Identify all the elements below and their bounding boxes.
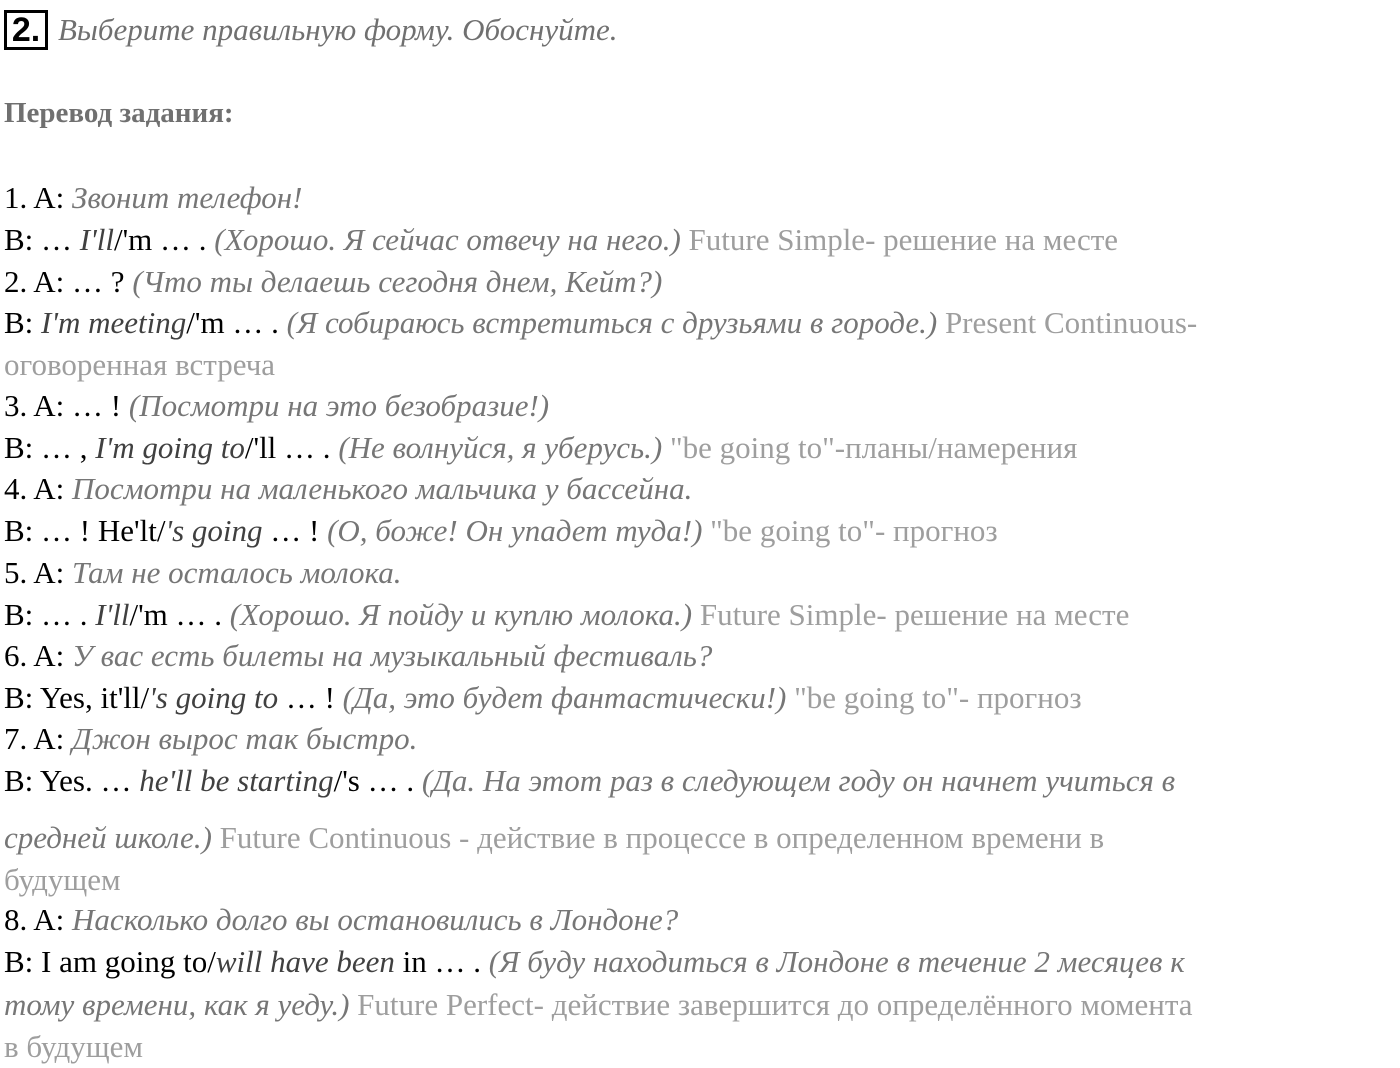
line-segment: he'll be starting <box>139 763 334 798</box>
exercise-line <box>4 553 402 593</box>
exercise-line <box>4 345 275 385</box>
exercise-line <box>4 469 692 509</box>
line-segment: (Да, это будет фантастически!) <box>342 680 787 715</box>
line-segment: /'m … . <box>129 597 230 632</box>
line-segment: 3. A: … ! <box>4 388 129 423</box>
exercise-line <box>4 719 417 759</box>
line-segment: Насколько долго вы остановились в Лондоне? <box>72 902 679 937</box>
line-segment: 5. A: <box>4 555 73 590</box>
line-segment: средней школе.) <box>4 820 212 855</box>
line-segment: "be going to"- прогноз <box>786 680 1082 715</box>
task-header <box>4 6 618 54</box>
line-segment: "be going to"- прогноз <box>702 513 998 548</box>
line-segment: (Хорошо. Я пойду и куплю молока.) <box>229 597 693 632</box>
line-segment: (Что ты делаешь сегодня днем, Кейт?) <box>132 264 663 299</box>
task-instruction: Выберите правильную форму. Обоснуйте. <box>58 12 618 47</box>
line-segment: (Я собираюсь встретиться с друзьями в городе.) <box>286 305 938 340</box>
translation-heading: Перевод задания: <box>4 97 234 129</box>
line-segment: I'm meeting <box>41 305 187 340</box>
line-segment: I'm going to <box>95 430 245 465</box>
line-segment: 7. A: <box>4 721 73 756</box>
line-segment: Present Continuous- <box>937 305 1198 340</box>
line-segment: will have been <box>215 944 395 979</box>
line-segment: B: … ! He'lt/ <box>4 513 166 548</box>
line-segment: B: … . <box>4 597 96 632</box>
line-segment: (Я буду находиться в Лондоне в течение 2 месяцев к <box>488 944 1185 979</box>
line-segment: 's going to <box>149 680 279 715</box>
line-segment: в будущем <box>4 1029 144 1064</box>
line-segment: (Посмотри на это безобразие!) <box>128 388 550 423</box>
line-segment: Там не осталось молока. <box>72 555 402 590</box>
line-segment: (Да. На этот раз в следующем году он начнет учиться в <box>421 763 1176 798</box>
line-segment: I'll <box>79 222 114 257</box>
line-segment: Future Continuous - действие в процессе в определенном времени в <box>211 820 1105 855</box>
exercise-line <box>4 428 1077 468</box>
line-segment: in … . <box>394 944 489 979</box>
line-segment: /'s … . <box>333 763 422 798</box>
line-segment: Звонит телефон! <box>72 180 303 215</box>
line-segment: B: I am going to/ <box>4 944 216 979</box>
line-segment: … ! <box>278 680 343 715</box>
exercise-line <box>4 942 1185 982</box>
line-segment: 6. A: <box>4 638 73 673</box>
line-segment: (Не волнуйся, я уберусь.) <box>338 430 663 465</box>
line-segment: "be going to"-планы/намерения <box>662 430 1078 465</box>
line-segment: (Хорошо. Я сейчас отвечу на него.) <box>214 222 681 257</box>
exercise-line <box>4 386 549 426</box>
exercise-line <box>4 303 1197 343</box>
exercise-line <box>4 262 662 302</box>
line-segment: будущем <box>4 862 121 897</box>
line-segment: Посмотри на маленького мальчика у бассейна. <box>72 471 693 506</box>
exercise-line <box>4 511 998 551</box>
exercise-line <box>4 818 1104 858</box>
exercise-line <box>4 985 1193 1025</box>
line-segment: Future Simple- решение на месте <box>692 597 1130 632</box>
exercise-line <box>4 595 1129 635</box>
line-segment: Future Perfect- действие завершится до определённого момента <box>349 987 1193 1022</box>
line-segment: тому времени, как я уеду.) <box>4 987 350 1022</box>
line-segment: 's going <box>165 513 263 548</box>
line-segment: У вас есть билеты на музыкальный фестиваль? <box>72 638 713 673</box>
line-segment: B: <box>4 305 42 340</box>
line-segment: /'m … . <box>113 222 215 257</box>
task-number-box: 2. <box>4 10 48 50</box>
exercise-line <box>4 1027 143 1067</box>
exercise-line <box>4 220 1118 260</box>
line-segment: (О, боже! Он упадет туда!) <box>327 513 703 548</box>
line-segment: /'m … . <box>186 305 287 340</box>
line-segment: … ! <box>262 513 328 548</box>
line-segment: 8. A: <box>4 902 73 937</box>
exercise-line <box>4 678 1082 718</box>
line-segment: B: … , <box>4 430 96 465</box>
exercise-line <box>4 761 1175 801</box>
line-segment: 4. A: <box>4 471 73 506</box>
line-segment: B: Yes. … <box>4 763 140 798</box>
exercise-line <box>4 178 302 218</box>
line-segment: /'ll … . <box>244 430 339 465</box>
line-segment: 1. A: <box>4 180 73 215</box>
exercise-line <box>4 636 712 676</box>
line-segment: Джон вырос так быстро. <box>72 721 418 756</box>
line-segment: B: Yes, it'll/ <box>4 680 150 715</box>
exercise-line <box>4 860 121 900</box>
line-segment: оговоренная встреча <box>4 347 276 382</box>
line-segment: I'll <box>95 597 130 632</box>
line-segment: 2. A: … ? <box>4 264 133 299</box>
line-segment: B: … <box>4 222 80 257</box>
line-segment: Future Simple- решение на месте <box>680 222 1119 257</box>
exercise-line <box>4 900 678 940</box>
